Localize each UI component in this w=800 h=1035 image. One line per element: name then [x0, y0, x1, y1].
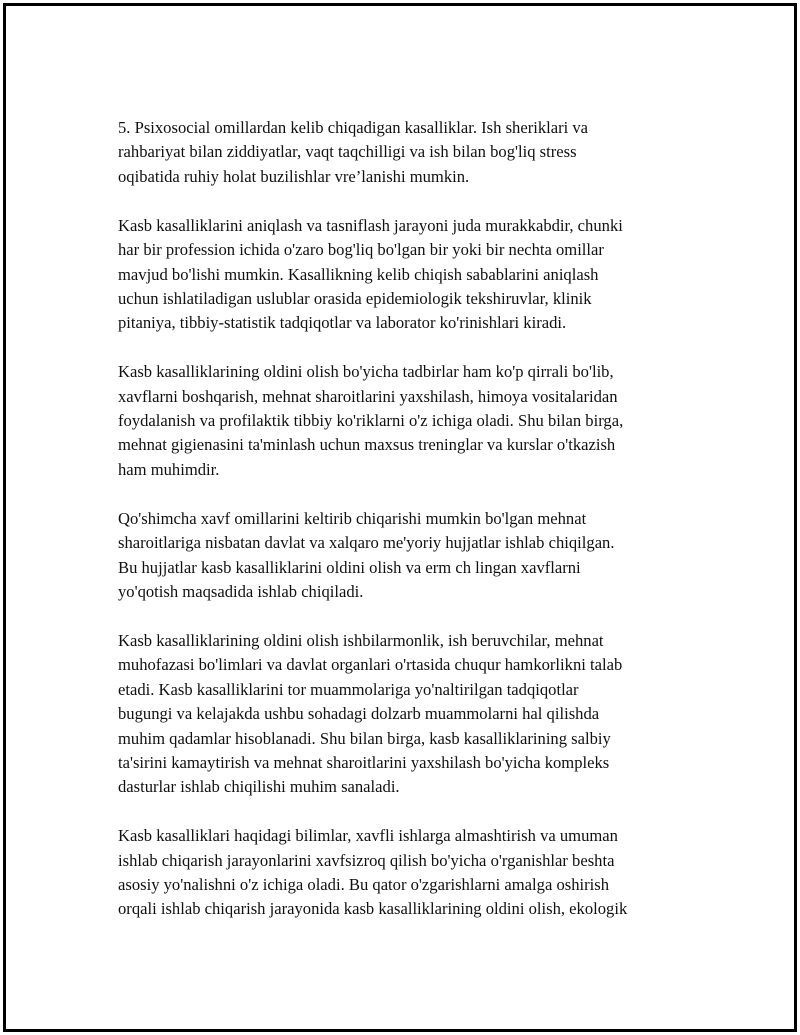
text-line: etadi. Kasb kasalliklarini tor muammolariga yo'naltirilgan tadqiqotlar: [118, 679, 579, 699]
text-line: muhim qadamlar hisoblanadi. Shu bilan birga, kasb kasalliklarining salbiy: [118, 728, 611, 748]
text-line: xavflarni boshqarish, mehnat sharoitlarini yaxshilash, himoya vositalaridan: [118, 386, 618, 406]
text-line: dasturlar ishlab chiqilishi muhim sanaladi.: [118, 777, 400, 797]
text-line: pitaniya, tibbiy-statistik tadqiqotlar va laborator ko'rinishlari kiradi.: [118, 313, 567, 333]
paragraph-psychosocial-factors: [118, 116, 698, 189]
text-line: muhofazasi bo'limlari va davlat organlari o'rtasida chuqur hamkorlikni talab: [118, 655, 623, 675]
text-line: Kasb kasalliklari haqidagi bilimlar, xavfli ishlarga almashtirish va umuman: [118, 826, 618, 846]
text-line: Kasb kasalliklarining oldini olish bo'yicha tadbirlar ham ko'p qirrali bo'lib,: [118, 362, 614, 382]
text-line: mavjud bo'lishi mumkin. Kasallikning kelib chiqish sabablarini aniqlash: [118, 264, 599, 284]
text-line: Kasb kasalliklarini aniqlash va tasniflash jarayoni juda murakkabdir, chunki: [118, 215, 623, 235]
text-line: sharoitlariga nisbatan davlat va xalqaro me'yoriy hujjatlar ishlab chiqilgan.: [118, 533, 615, 553]
text-line: yo'qotish maqsadida ishlab chiqiladi.: [118, 582, 364, 601]
document-body: [118, 116, 698, 946]
text-line: rahbariyat bilan ziddiyatlar, vaqt taqchilligi va ish bilan bog'liq stress: [118, 142, 577, 162]
text-line: ta'sirini kamaytirish va mehnat sharoitlarini yaxshilash bo'yicha kompleks: [118, 752, 610, 772]
text-line: ham muhimdir.: [118, 459, 220, 479]
text-line: oqibatida ruhiy holat buzilishlar vre’lanishi mumkin.: [118, 166, 470, 186]
text-line: uchun ishlatiladigan uslublar orasida epidemiologik tekshiruvlar, klinik: [118, 288, 592, 308]
text-line: 5. Psixosocial omillardan kelib chiqadigan kasalliklar. Ish sheriklari va: [118, 118, 589, 137]
text-line: har bir profession ichida o'zaro bog'liq bo'lgan bir yoki bir nechta omillar: [118, 240, 604, 260]
paragraph-regulations: [118, 507, 698, 605]
paragraph-knowledge-areas: [118, 824, 698, 922]
text-line: asosiy yo'nalishni o'z ichiga oladi. Bu qator o'zgarishlarni amalga oshirish: [118, 875, 610, 895]
paragraph-cooperation: [118, 629, 698, 800]
text-line: Kasb kasalliklarining oldini olish ishbilarmonlik, ish beruvchilar, mehnat: [118, 630, 604, 650]
paragraph-prevention-measures: [118, 360, 698, 482]
text-line: foydalanish va profilaktik tibbiy ko'riklarni o'z ichiga oladi. Shu bilan birga,: [118, 411, 624, 431]
paragraph-classification: [118, 214, 698, 336]
text-line: Qo'shimcha xavf omillarini keltirib chiqarishi mumkin bo'lgan mehnat: [118, 508, 587, 528]
text-line: mehnat gigienasini ta'minlash uchun maxsus treninglar va kurslar o'tkazish: [118, 435, 616, 455]
text-line: ishlab chiqarish jarayonlarini xavfsizroq qilish bo'yicha o'rganishlar beshta: [118, 850, 615, 870]
text-line: Bu hujjatlar kasb kasalliklarini oldini olish va erm ch lingan xavflarni: [118, 557, 581, 577]
text-line: bugungi va kelajakda ushbu sohadagi dolzarb muammolarni hal qilishda: [118, 704, 600, 724]
text-line: orqali ishlab chiqarish jarayonida kasb kasalliklarining oldini olish, ekologik: [118, 899, 628, 919]
